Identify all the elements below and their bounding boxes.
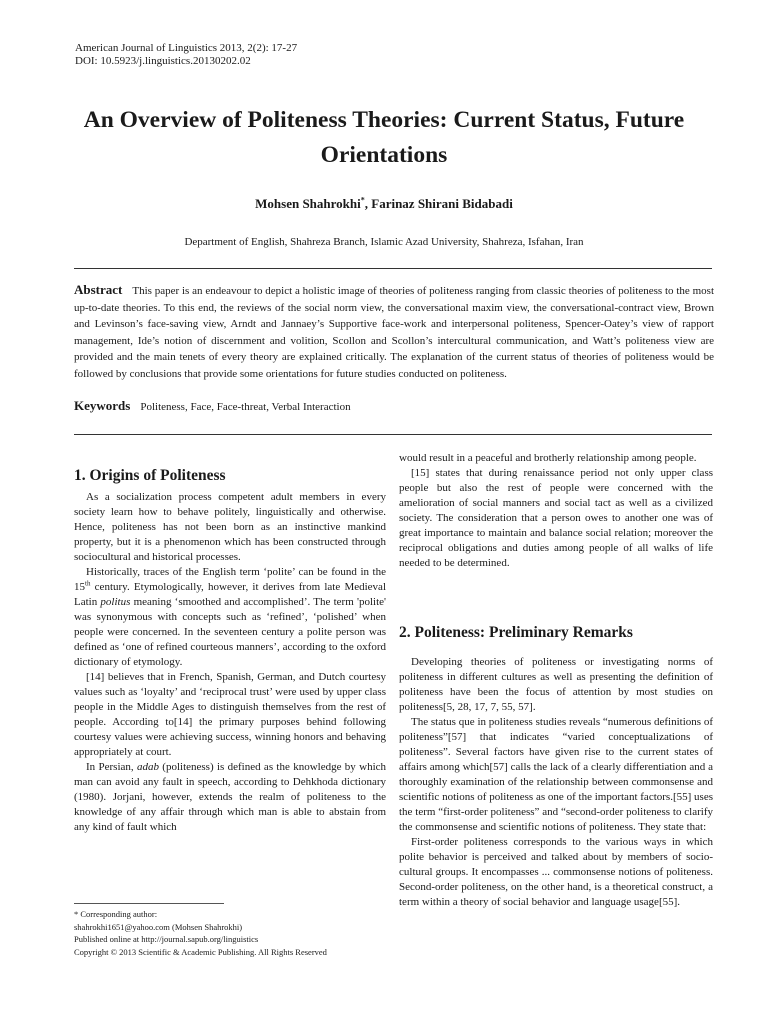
block-quote: First-order politeness corresponds to the various ways in which polite behavior is perceived and talked about by members of socio-cultural groups. It encompasses ... commonsense notions of politeness. Second-order politeness, on the other hand, is a theoretical construct, a term within a theory of social behavior and language usage[55]. [399,836,713,908]
divider-bottom [74,434,712,435]
footnote-copyright: Copyright © 2013 Scientific & Academic Publishing. All Rights Reserved [74,946,327,957]
paragraph: The status que in politeness studies reveals “numerous definitions of politeness”[57] that indicates “varied conceptualizations of politeness”. Several factors have given rise to the current states of affairs among which[57] calls the lack of a clearly differentiation and a thoroughly examination of the relationship between commonsense and scientific notions of politeness as one of the important factors.[55] uses the term “first-order politeness” and “second-order politeness to clarify the commonsense and scientific notions of politeness. They state that: [399,716,713,833]
paragraph: [15] states that during renaissance period not only upper class people but also the rest of people were concerned with the amelioration of social manners and social tact as well as a civilized society. The consideration that a person owes to another one was of great importance to maintain and balance social relation; moreover the reciprocal obligations and duties among people of all walks of life needed to be determined. [399,467,713,569]
author-secondary: , Farinaz Shirani Bidabadi [364,196,513,211]
author-primary: Mohsen Shahrokhi [255,196,361,211]
section-heading-origins: 1. Origins of Politeness [74,467,226,484]
paragraph-continued: would result in a peaceful and brotherly relationship among people. [399,452,697,464]
footnote-rule [74,903,224,904]
paragraph: In Persian, adab (politeness) is defined as the knowledge by which man can avoid any fault in speech, according to Dehkhoda dictionary (1980). Jorjani, however, extends the realm of politeness to the knowledge of any affair through which man is able to abstain from any kind of fault which [74,761,387,833]
keywords-text: Politeness, Face, Face-threat, Verbal Interaction [140,401,351,413]
keywords-label: Keywords [74,398,131,413]
abstract-text: This paper is an endeavour to depict a holistic image of theories of politeness ranging from classic theories of politeness to the most up-to-date theories. To this end, the reviews of the social norm view, the conversational maxim view, the conversational-contract view, Brown and Levinson’s face-saving view, Arndt and Jannaey’s Supportive face-work and interpersonal politeness, Spencer-Oatey’s view of rapport management, Ide’s notion of discernment and volition, Scollon and Scollon’s intercultural communication, and Watt’s politeness view are provided and the main tenets of every theory are explained critically. The explanation of the current status of theories of politeness would be followed by conclusions that provide some orientations for future studies conducted on politeness. [74,285,714,380]
journal-citation: American Journal of Linguistics 2013, 2(2): 17-27 [75,42,298,54]
paper-title: An Overview of Politeness Theories: Current Status, Future Orientations [83,107,685,168]
footnote-email: shahrokhi1651@yahoo.com (Mohsen Shahrokhi) [74,921,243,932]
abstract-label: Abstract [74,282,123,297]
abstract [74,282,714,382]
right-column [399,451,713,571]
corresponding-mark: * [360,195,365,205]
paragraph: Historically, traces of the English term ‘polite’ can be found in the 15th century. Etymologically, however, it derives from late Medieval Latin politus meaning ‘smoothed and accomplished’. The term 'polite' was synonymous with concepts such as ‘refined’, ‘polished’ when people were concerned. In the seventeen century a polite person was defined as ‘one of refined courteous manners’, according to the oxford dictionary of etymology. [74,566,386,668]
keywords [74,398,351,414]
paragraph: Developing theories of politeness or investigating norms of politeness in different cultures as well as presenting the definition of politeness have been the focus of attention by most studies on politeness[5, 28, 17, 7, 55, 57]. [399,656,713,713]
footnote-online: Published online at http://journal.sapub.org/linguistics [74,934,259,944]
authors [0,196,768,212]
affiliation: Department of English, Shahreza Branch, Islamic Azad University, Shahreza, Isfahan, Iran [184,236,584,248]
section-heading-preliminary: 2. Politeness: Preliminary Remarks [399,624,633,641]
journal-header [75,42,297,68]
paragraph: As a socialization process competent adult members in every society learn how to behave politely, linguistically and otherwise. Hence, politeness has not been born as an instinctive mankind property, but it is a phenomenon which has been constructed through sociocultural and historical processes. [74,491,386,563]
footnotes [74,908,327,958]
doi: DOI: 10.5923/j.linguistics.20130202.02 [75,55,251,67]
left-column [74,490,386,835]
footnote-corresponding: * Corresponding author: [74,909,158,919]
right-column-section2 [399,655,713,910]
divider-top [74,268,712,269]
paragraph: [14] believes that in French, Spanish, German, and Dutch courtesy values such as ‘loyalty’ and ‘reciprocal trust’ were used by upper class people in the Middle Ages to distinguish themselves from the rest of people. According to[14] the primary purposes behind following courtesy values were achieving success, winning honors and behaving appropriately at court. [74,671,386,758]
